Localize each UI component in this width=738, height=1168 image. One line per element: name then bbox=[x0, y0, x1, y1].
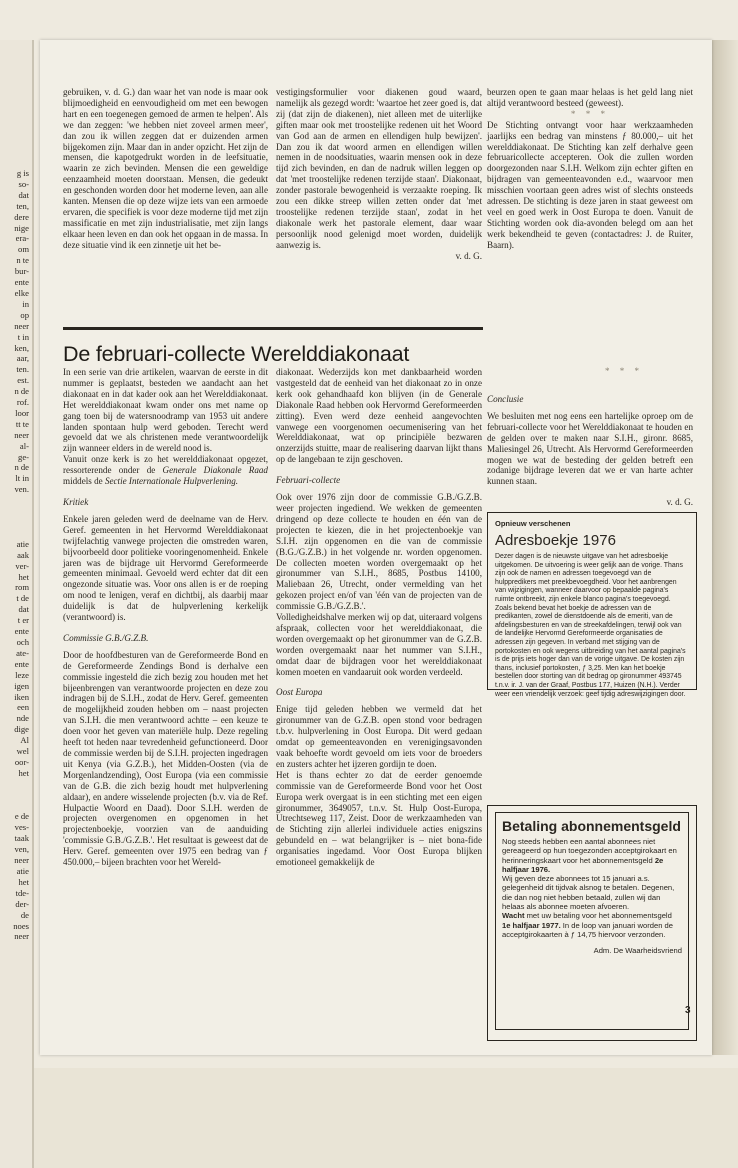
subhead-februari-collecte: Februari-collecte bbox=[276, 475, 341, 486]
strip-fragment: rom bbox=[15, 582, 29, 593]
betaling-box bbox=[487, 805, 697, 1041]
strip-fragment: om bbox=[18, 244, 29, 255]
article-headline: De februari-collecte Werelddiakonaat bbox=[63, 342, 410, 366]
section-stars: * * * bbox=[570, 108, 610, 119]
strip-fragment: der- bbox=[15, 898, 29, 909]
strip-fragment: nde bbox=[16, 713, 29, 724]
strip-fragment: aak bbox=[17, 549, 29, 560]
strip-fragment: de bbox=[20, 909, 29, 920]
strip-fragment: op bbox=[20, 309, 29, 320]
page-number: 3 bbox=[685, 1005, 691, 1016]
strip-fragment: iken bbox=[14, 691, 29, 702]
strip-fragment: leze bbox=[15, 669, 29, 680]
strip-fragment: rof. bbox=[16, 397, 29, 408]
strip-fragment: oor- bbox=[14, 756, 29, 767]
adresboekje-box bbox=[487, 512, 697, 698]
strip-fragment: tde- bbox=[15, 887, 29, 898]
strip-fragment bbox=[0, 495, 32, 506]
strip-fragment bbox=[0, 779, 32, 790]
strip-fragment bbox=[0, 790, 32, 801]
strip-fragment: ken, bbox=[14, 342, 29, 353]
strip-fragment: neer bbox=[14, 931, 29, 942]
strip-fragment: in bbox=[22, 298, 29, 309]
strip-fragment: Al bbox=[20, 735, 29, 746]
strip-fragment: loor bbox=[15, 407, 29, 418]
strip-fragment: atie bbox=[16, 538, 29, 549]
strip-fragment bbox=[0, 517, 32, 528]
strip-fragment: ven, bbox=[14, 844, 29, 855]
strip-fragment: een bbox=[17, 702, 29, 713]
strip-fragment: ten. bbox=[16, 364, 29, 375]
strip-fragment bbox=[0, 506, 32, 517]
box-title: Adresboekje 1976 bbox=[495, 532, 616, 549]
strip-fragment: ente bbox=[14, 277, 29, 288]
strip-fragment: aar, bbox=[16, 353, 29, 364]
strip-fragment: ves- bbox=[14, 822, 29, 833]
strip-fragment: dige bbox=[14, 724, 29, 735]
strip-fragment: tt te bbox=[15, 418, 29, 429]
strip-fragment: neer bbox=[14, 320, 29, 331]
strip-fragment: atie bbox=[16, 866, 29, 876]
strip-fragment: e de bbox=[14, 811, 29, 822]
strip-fragment: ente bbox=[14, 626, 29, 637]
strip-fragment bbox=[0, 801, 32, 812]
strip-fragment bbox=[0, 528, 32, 539]
strip-fragment: n de bbox=[14, 386, 29, 397]
strip-fragment: nige bbox=[14, 222, 29, 233]
box-kicker: Opnieuw verschenen bbox=[495, 519, 571, 528]
strip-fragment: neer bbox=[14, 429, 29, 440]
subhead-conclusie: Conclusie bbox=[487, 394, 524, 404]
strip-fragment: ge- bbox=[18, 451, 29, 462]
strip-fragment: n te bbox=[16, 255, 29, 266]
strip-fragment: taak bbox=[14, 833, 29, 844]
strip-fragment: t in bbox=[17, 331, 29, 342]
box-body: Dezer dagen is de nieuwste uitgave van het adresboekje uitgekomen. De uitvoering is weer gelijk aan de vorige. Thans zijn ook de namen en adressen toegevoegd van de hulppredikers met preekbevoegdheid. Voor het aanbrengen van wijzigingen, wanneer daarvoor op bepaalde pagina's ruimte ontbreekt, zijn enkele blanco pagina's toegevoegd. Zoals bekend bevat het boekje de adressen van de predikanten, zowel de dienstdoende als de emeriti, van de afdelingsbesturen en van de streekafdelingen, terwijl ook van de landelijke Hervormd Gereformeerde organisaties de adressen zijn gegeven. In verband met stijging van de portokosten en ook wegens uitbreiding van het aantal pagina's is de prijs iets hoger dan van de vorige uitgave. De kosten zijn thans, inclusief portokosten, ƒ 3,25. Men kan het boekje bestellen door storting van dit bedrag op gironummer 493745 t.n.v. ir. J. van der Graaf, Postbus 177, Huizen (N.H.). Verder weer een vriendelijk verzoek: geef tijdig adreswijzigingen door. bbox=[495, 553, 686, 698]
divider-rule bbox=[63, 327, 483, 330]
strip-fragment: het bbox=[18, 767, 29, 778]
article-column-1: In een serie van drie artikelen, waarvan de eerste in dit nummer is geplaatst, besteden we aandacht aan het diakonaat en in dat kader ook aan het Werelddiakonaat. Het werelddiakonaat kwam onder ons met name op gang toen bij de watersnoodramp van 1953 uit andere landen spontaan hulp werd geboden. Terecht werd gevoeld dat we als christenen mede verantwoordelijk zijn wanneer elders in de wereld nood is. Vanuit onze kerk is zo het werelddiakonaat opgezet, ressorterende onder de Generale Diakonale Raad middels de Sectie Internationale Hulpverlening. Kritiek Enkele jaren geleden werd de deelname van de Herv. Geref. gemeenten in het Hervormd Werelddiakonaat twijfelachtig vanwege projecten die omstreden waren, bijvoorbeeld door politieke vooringenomenheid. Enkele jaren was de bijdrage uit Hervormd Gereformeerde gemeenten minimaal. Gevoeld werd echter dat dit een ongezonde situatie was. Voor ons allen is er de roeping om nood te lenigen, veraf en dichtbij, als daarbij maar duidelijk is dat de hulpverlening kerkelijk (verantwoord) is. Commissie G.B./G.Z.B. Door de hoofdbesturen van de Gereformeerde Bond en de Gereformeerde Zendings Bond is derhalve een commissie ingesteld die zich bezig zou houden met het bijeenbrengen van verantwoorde projecten en deze zou indragen bij de S.I.H., zodat de Herv. Geref. gemeenten de mogelijkheid zouden hebben om – naast projecten van S.I.H. die men verantwoord achtte – een keuze te doen voor het geven van materiële hulp. Deze regeling heeft tot heden naar tevredenheid gefunctioneerd. Door de commissie werden bij de S.I.H. projecten ingedragen uit Kenya (via G.Z.B.), het Midden-Oosten (via de Morgenlandzending), Oost Europa (via een commissie van de G.B. die zich bezig houdt met hulpverlening aldaar), en andere wisselende projecten (b.v. via de Ref. Hulpactie Woord en Daad). Door S.I.H. werden de projecten overgenomen en opgenomen in het projectenboekje, voorzien van de aanduiding 'commissie G.B./G.Z.B.'. Het resultaat is geweest dat de Herv. Geref. gemeenten over 1975 een bedrag van ƒ 450.000,– bijeen brachten voor het Wereld- bbox=[63, 367, 268, 868]
strip-fragment: so- bbox=[18, 178, 29, 189]
top-column-3: beurzen open te gaan maar helaas is het geld lang niet altijd verantwoord besteed (geweest). * * * De Stichting ontvangt voor haar werkzaamheden jaarlijks een bedrag van minstens ƒ 80.000,– uit het werelddiakonaat. De Stichting kan zelf derhalve geen februaricollecte accepteren. Ook die zullen worden doorgezonden naar S.I.H. Welkom zijn echter giften en bijdragen van gemeenteavonden e.d., waarvoor men misschien voortaan geen adres wist of slechts onsteeds adressen. De stichting is deze jaren in staat geweest om veel en goed werk in Oost Europa te doen. Vanuit de Stichting worden ook dia-avonden belegd om aan het werk bekendheid te geven (contactadres: J. de Ruiter, Baarn). bbox=[487, 87, 693, 250]
strip-fragment: t de bbox=[16, 593, 29, 604]
strip-fragment: est. bbox=[17, 375, 29, 386]
box-title: Betaling abonnementsgeld bbox=[502, 818, 681, 834]
strip-fragment: och bbox=[16, 636, 29, 647]
section-stars-2: * * * bbox=[605, 366, 643, 376]
previous-page-strip bbox=[0, 40, 34, 1168]
subhead-oost-europa: Oost Europa bbox=[276, 687, 323, 698]
strip-fragment: noes bbox=[13, 920, 29, 931]
strip-fragment: era- bbox=[15, 233, 29, 244]
strip-fragment: bur- bbox=[14, 266, 29, 277]
strip-fragment: ver- bbox=[15, 560, 29, 571]
strip-fragment: ten, bbox=[16, 200, 29, 211]
top-column-2: vestigingsformulier voor diakenen goud waard, namelijk als gezegd wordt: 'waartoe het zeer goed is, dat zij (dat zijn de diakenen), niet alleen met de uiterlijke giften maar ook met troostelijke redenen uit het Woord van God aan de armen en ellendigen hulp bewijzen'. Dan zou ik dat woord armen en ellendigen willen nemen in de noodsituaties, waarin mensen ook in deze tijd zich bevinden, en dan de nadruk willen leggen op dat 'met troostelijke redenen terzijde staan'. Diakonaat, zonder pastorale bewogenheid is verzaakte roeping. Ik zou een dikke streep willen zetten onder dat 'met troostelijke redenen terzijde staan', zodat in het diakonale werk het pastorale element, daar waar persoonlijk nood gelenigd moet worden, duidelijk aanwezig is. v. d. G. bbox=[276, 87, 482, 261]
signature: v. d. G. bbox=[455, 250, 482, 261]
strip-fragment: lt in bbox=[15, 473, 29, 484]
strip-fragment: al- bbox=[19, 440, 29, 451]
box-body: Nog steeds hebben een aantal abonnees niet gereageerd op hun toegezonden acceptgirokaart en herinneringskaart voor het abonnementsgeld 2e halfjaar 1976. Wij geven deze abonnees tot 15 januari a.s. gelegenheid dit tijdvak alsnog te betalen. Degenen, die dan nog niet hebben betaald, zullen wij dan helaas als abonnee moeten afvoeren. Wacht met uw betaling voor het abonnementsgeld 1e halfjaar 1977. In de loop van januari worden de acceptgirokaarten à ƒ 14,75 hiervoor verzonden. Adm. De Waarheidsvriend bbox=[502, 837, 682, 956]
strip-fragment: g is bbox=[16, 168, 29, 178]
strip-fragment: ven. bbox=[14, 484, 29, 495]
strip-fragment: dere bbox=[14, 211, 29, 222]
strip-fragment: n de bbox=[14, 462, 29, 473]
signature: v. d. G. bbox=[666, 497, 693, 508]
strip-fragment: het bbox=[18, 876, 29, 887]
strip-fragment: het bbox=[18, 571, 29, 582]
strip-fragment: igen bbox=[14, 680, 29, 691]
strip-fragment: wel bbox=[16, 746, 29, 757]
page-spine bbox=[712, 40, 738, 1055]
strip-fragment: ate- bbox=[16, 647, 29, 658]
subhead-commissie: Commissie G.B./G.Z.B. bbox=[63, 632, 149, 643]
strip-fragment: neer bbox=[14, 855, 29, 866]
top-column-1: gebruiken, v. d. G.) dan waar het van node is maar ook blijmoedigheid en eenvoudigheid om met een bewogen hart en een toegenegen gemoed de armen te helpen'. Als we dan zeggen: 'we hebben niet zoveel armen meer', dan zou ik willen zeggen dat er duizenden armen bijgekomen zijn. Maar dan in ander opzicht. Het zijn de mensen, die kapotgedrukt worden in de leefsituatie, waarin ze zich bevinden. Mensen die een geweldige eenzaamheid moeten doorstaan. Mensen, die gedeukt en geschonden worden door het moderne leven, aan alle kanten. Mensen die op deze wijze iets van een armoede ervaren, die specifiek is voor deze moderne tijd met zijn massificatie en met zijn industrialisatie, met zijn langs elkaar heen leven en dan ook het opgaan in de massa. In deze situatie vind ik een zinnetje uit het be- bbox=[63, 87, 268, 250]
article-column-2: diakonaat. Wederzijds kon met dankbaarheid worden vastgesteld dat de eenheid van het diakonaat zo in onze kerk ook gehandhaafd kon blijven (in de Generale Diakonale Raad hebben ook Hervormd Gereformeerden zitting). Even werd deze eenheid aangevochten vanwege een voorgenomen oecumenisering van het Werelddiakonaat, wat op principiële bezwaren onzerzijds stuitte, maar de realisering daarvan lijkt thans op de langebaan te zijn geschoven. Februari-collecte Ook over 1976 zijn door de commissie G.B./G.Z.B. weer projecten ingediend. We wekken de gemeenten dringend op deze collecte te houden en één van de projecten te kiezen, die in het projectenboekje van S.I.H. zijn opgenomen en die van de commissie (B.G./G.Z.B.) in het volgende nr. worden opgenomen. De collecten moeten worden overgemaakt op het gironummer van S.I.H., 8685, Postbus 14100, Maliebaan 26, Utrecht, onder vermelding van het gekozen project en/of van 'één van de projecten van de commissie G.B./G.Z.B.'. Volledigheidshalve merken wij op dat, uiteraard volgens afspraak, collecten voor het werelddiakonaat, die worden overgemaakt op het gironummer van de G.Z.B. worden overgemaakt naar het nummer van S.I.H., omdat daar de bijdragen voor het werelddiakonaat komen moeten en vandaaruit ook worden verdeeld. Oost Europa Enige tijd geleden hebben we vermeld dat het gironummer van de G.Z.B. open stond voor bedragen t.b.v. hulpverlening in Oost Europa. Dit werd gedaan omdat op gemeenteavonden en verenigingsavonden vaak behoefte wordt gevoeld om iets voor de broeders en zusters achter het ijzeren gordijn te doen. Het is thans echter zo dat de eerder genoemde commissie van de Gereformeerde Bond voor het Oost Europa werk overgaat is in een stichting met een eigen gironummer, 3649057, t.n.v. St. Hulp Oost-Europa, Utrechtseweg 117, Zeist. Door de werkzaamheden van de Stichting zijn allerlei individuele acties enigszins gebundeld en – wat belangrijker is – niet bona-fide organisaties ingedamd. Voor Oost Europa blijken emotioneel gemakkelijk de bbox=[276, 367, 482, 868]
strip-fragment: dat bbox=[18, 189, 29, 200]
box-signature: Adm. De Waarheidsvriend bbox=[593, 946, 682, 956]
strip-fragment: elke bbox=[14, 287, 29, 298]
strip-fragment: ente bbox=[14, 658, 29, 669]
subhead-kritiek: Kritiek bbox=[63, 496, 89, 507]
strip-fragment: dat bbox=[18, 604, 29, 615]
strip-fragment: t er bbox=[17, 615, 29, 626]
newspaper-sheet bbox=[40, 40, 712, 1055]
article-column-3: Conclusie We besluiten met nog eens een hartelijke oproep om de februari-collecte voor het Werelddiakonaat te houden en de gelden over te maken naar S.I.H., gironr. 8685, Maliesingel 26, Utrecht. Als Hervormd Gereformeerden mogen we wat de besteding der gelden betreft een zodanige bijdrage leveren dat we er van harte achter kunnen staan. v. d. G. bbox=[487, 394, 693, 508]
